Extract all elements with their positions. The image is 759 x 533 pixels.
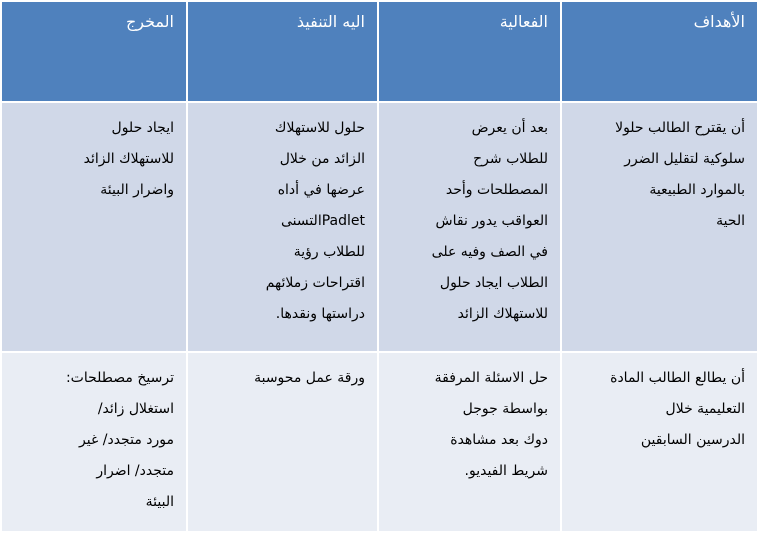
- table-row: [1, 102, 758, 352]
- cell-goal: [561, 102, 758, 352]
- header-activity: الفعالية: [378, 1, 561, 102]
- header-row: [1, 1, 758, 102]
- cell-text: ورقة عمل محوسبة: [254, 370, 365, 387]
- header-mechanism: اليه التنفيذ: [187, 1, 378, 102]
- cell-text: ترسيخ مصطلحات: استغلال زائد/ مورد متجدد/ غير متجدد/ اضرار البيئة: [65, 370, 174, 511]
- cell-text: أن يقترح الطالب حلولا سلوكية لتقليل الضرر بالموارد الطبيعية الحية: [615, 119, 745, 229]
- header-goals: الأهداف: [561, 1, 758, 102]
- cell-mechanism: [187, 352, 378, 532]
- cell-output: [1, 352, 187, 532]
- cell-text: ايجاد حلول للاستهلاك الزائد واضرار البيئة: [83, 119, 174, 198]
- cell-output: [1, 102, 187, 352]
- cell-text: بعد أن يعرض للطلاب شرح المصطلحات وأحد العواقب يدور نقاش في الصف وفيه على الطلاب ايجاد حلول للاستهلاك الزائد: [431, 119, 548, 322]
- cell-activity: [378, 352, 561, 532]
- cell-mechanism: [187, 102, 378, 352]
- table-row: [1, 352, 758, 532]
- cell-activity: [378, 102, 561, 352]
- cell-text: حل الاسئلة المرفقة بواسطة جوجل دوك بعد مشاهدة شريط الفيديو.: [434, 370, 548, 480]
- header-output: المخرج: [1, 1, 187, 102]
- cell-text: أن يطالع الطالب المادة التعليمية خلال الدرسين السابقين: [610, 370, 745, 449]
- cell-goal: [561, 352, 758, 532]
- cell-text: حلول للاستهلاك الزائد من خلال عرضها في أداه Padletالتسنى للطلاب رؤية اقتراحات زملائهم دراستها ونقدها.: [265, 119, 365, 322]
